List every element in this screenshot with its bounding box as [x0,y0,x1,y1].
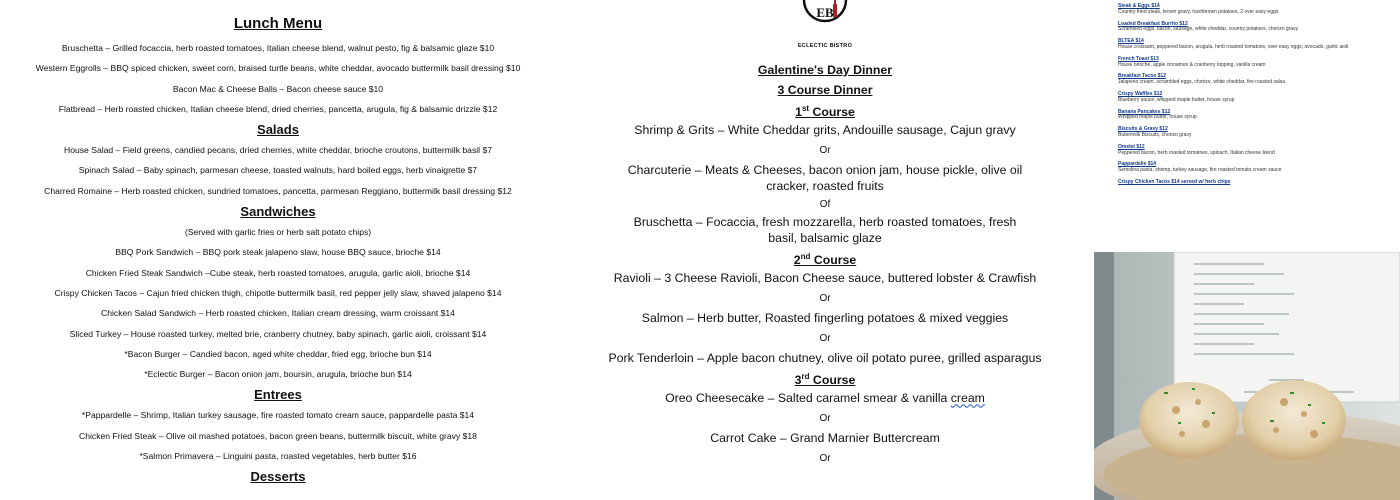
galentines-title: Galentine's Day Dinner [757,63,893,77]
menu-item: *Eclectic Burger – Bacon onion jam, boursin, arugula, brioche bun $14 [144,369,412,380]
dish: Shrimp & Grits – White Cheddar grits, Andouille sausage, Cajun gravy [634,123,1016,138]
breakfast-item-description: Blueberry sauce, whipped maple butter, house syrup [1118,96,1235,103]
galentines-subtitle: 3 Course Dinner [777,83,873,97]
or-separator: Or [819,453,831,465]
sandwiches-note: (Served with garlic fries or herb salt potato chips) [184,227,372,238]
course-ordinal: nd [800,252,811,262]
desserts-heading: Desserts [250,469,306,485]
breakfast-item-description: Country fried steak, brown gravy, hashbrown potatoes, 2 over easy eggs [1118,8,1279,15]
course-1-heading [560,104,1090,119]
spellcheck-word: cream [950,391,985,406]
breakfast-item-description: Semolina pasta, shrimp, turkey sausage, fire roasted tomato cream sauce [1118,167,1282,174]
starters-list [0,38,556,119]
breakfast-items [1118,4,1400,186]
dish: Salmon – Herb butter, Roasted fingerling potatoes & mixed veggies [641,311,1009,326]
food-photo-image [1094,252,1400,500]
logo-letters: EB [816,5,834,20]
course-label: Course [809,373,856,388]
menu-item: Crispy Chicken Tacos – Cajun fried chicken thigh, chipotle buttermilk basil, red pepper jelly slaw, shaved jalapeno $14 [54,287,502,298]
menu-item: Bruschetta – Grilled focaccia, herb roasted tomatoes, Italian cheese blend, walnut pesto, fig & balsamic glaze $10 [61,43,495,53]
breakfast-item-description: Whipped maple butter, house syrup [1118,114,1197,121]
dish: Pork Tenderloin – Apple bacon chutney, olive oil potato puree, grilled asparagus [608,351,1042,366]
menu-item: Chicken Salad Sandwich – Herb roasted chicken, Italian cream dressing, warm croissant $14 [101,308,455,319]
menu-item: *Salmon Primavera – Linguini pasta, roasted vegetables, herb butter $16 [139,451,417,462]
bistro-logo [790,0,860,48]
logo-caption: ECLECTIC BISTRO [797,43,853,49]
menu-item: Chicken Fried Steak – Olive oil mashed potatoes, bacon green beans, buttermilk biscuit, white gravy $18 [79,430,477,441]
food-photo [1094,252,1400,500]
menu-item: House Salad – Field greens, candied pecans, dried cherries, white cheddar, brioche croutons, buttermilk basil $7 [63,145,493,156]
breakfast-item-title: BLTEA $14 [1118,38,1144,45]
course-2-heading [560,252,1090,267]
menu-item: Western Eggrolls – BBQ spiced chicken, sweet corn, braised turtle beans, white cheddar, avocado buttermilk basil dressing $10 [35,63,521,74]
breakfast-item-description: House croissant, peppered bacon, arugula, herb roasted tomatoes, over easy eggs, avocado, garlic aioli [1118,43,1349,50]
dish-text: Oreo Cheesecake – Salted caramel smear & vanilla [665,391,951,406]
lunch-menu-page [0,0,556,500]
breakfast-item-title: Breakfast Tacos $12 [1118,73,1166,80]
course-number: 3 [794,373,802,388]
breakfast-item-title: Biscuits & Gravy $12 [1118,126,1168,133]
breakfast-item-description: House brioche, apple cinnamon & cranberry topping, vanilla cream [1118,61,1266,68]
breakfast-item-title: Omelet $12 [1118,143,1145,150]
lunch-menu-title: Lunch Menu [233,15,323,32]
menu-item: Sliced Turkey – House roasted turkey, melted brie, cranberry chutney, baby spinach, garlic aioli, croissant $14 [69,328,487,339]
logo-mark-icon [790,0,860,38]
breakfast-item-title: French Toast $13 [1118,55,1159,62]
menu-item: BBQ Pork Sandwich – BBQ pork steak jalapeno slaw, house BBQ sauce, brioche $14 [115,247,441,258]
course-label: Course [809,105,855,120]
course-number: 1 [795,105,802,120]
entrees-list [0,405,556,466]
menu-item: Spinach Salad – Baby spinach, parmesan cheese, toasted walnuts, hard boiled eggs, herb vinaigrette $7 [78,165,478,176]
menu-item: *Bacon Burger – Candied bacon, aged white cheddar, fried egg, brioche bun $14 [124,348,432,359]
breakfast-item-title: Crispy Waffles $12 [1118,90,1163,97]
breakfast-item-title: Pappardelle $14 [1118,161,1157,168]
dish: Carrot Cake – Grand Marnier Buttercream [710,431,940,446]
breakfast-menu-page [1094,0,1400,252]
breakfast-item-title: Crispy Chicken Tacos $14 served w/ herb chips [1118,178,1231,185]
salads-list [0,140,556,201]
dish [560,390,1090,406]
or-separator: Or [819,293,831,305]
breakfast-item-title: Banana Pancakes $12 [1118,108,1171,115]
or-separator: Or [819,145,831,157]
breakfast-item-title: Steak & Eggs $14 [1118,3,1160,9]
menu-item: Chicken Fried Steak Sandwich –Cube steak, herb roasted tomatoes, arugula, garlic aioli, brioche $14 [85,267,471,278]
course-ordinal: rd [801,372,810,382]
menu-item: Charred Romaine – Herb roasted chicken, sundried tomatoes, pancetta, parmesan Reggiano, buttermilk basil dressing $12 [44,185,512,196]
or-separator: Or [819,413,831,425]
breakfast-item-description: Scrambled eggs, bacon, sausage, white cheddar, country potatoes, chorizo gravy [1118,26,1299,33]
breakfast-item-description: Jalapeno cream, scrambled eggs, chorizo, white cheddar, fire roasted salsa [1118,79,1286,86]
sandwiches-list [0,242,556,384]
dish: Bruschetta – Focaccia, fresh mozzarella, herb roasted tomatoes, fresh basil, balsamic glaze [633,215,1017,246]
course-label: Course [810,253,857,268]
breakfast-item-title: Loaded Breakfast Burrito $12 [1118,20,1188,27]
sandwiches-heading: Sandwiches [240,204,316,220]
dish: Charcuterie – Meats & Cheeses, bacon onion jam, house pickle, olive oil cracker, roasted fruits [627,163,1023,194]
course-ordinal: st [801,104,810,113]
or-separator: Or [819,333,831,345]
salads-heading: Salads [257,122,299,138]
galentines-dinner-page [560,0,1090,500]
entrees-heading: Entrees [254,387,302,403]
course-3-heading [560,372,1090,387]
breakfast-item-description: Buttermilk Biscuits, chorizo gravy [1118,131,1192,138]
dish: Ravioli – 3 Cheese Ravioli, Bacon Cheese sauce, buttered lobster & Crawfish [613,271,1037,286]
course-number: 2 [793,253,801,268]
or-separator: Of [819,199,831,211]
breakfast-item-description: Peppered bacon, herb roasted tomatoes, spinach, Italian cheese blend [1118,149,1275,156]
menu-item: Bacon Mac & Cheese Balls – Bacon cheese sauce $10 [172,83,384,94]
menu-item: Flatbread – Herb roasted chicken, Italian cheese blend, dried cherries, pancetta, arugula, fig & balsamic drizzle $12 [58,103,498,114]
menu-item: *Pappardelle – Shrimp, Italian turkey sausage, fire roasted tomato cream sauce, pappardelle pasta $14 [81,410,475,421]
